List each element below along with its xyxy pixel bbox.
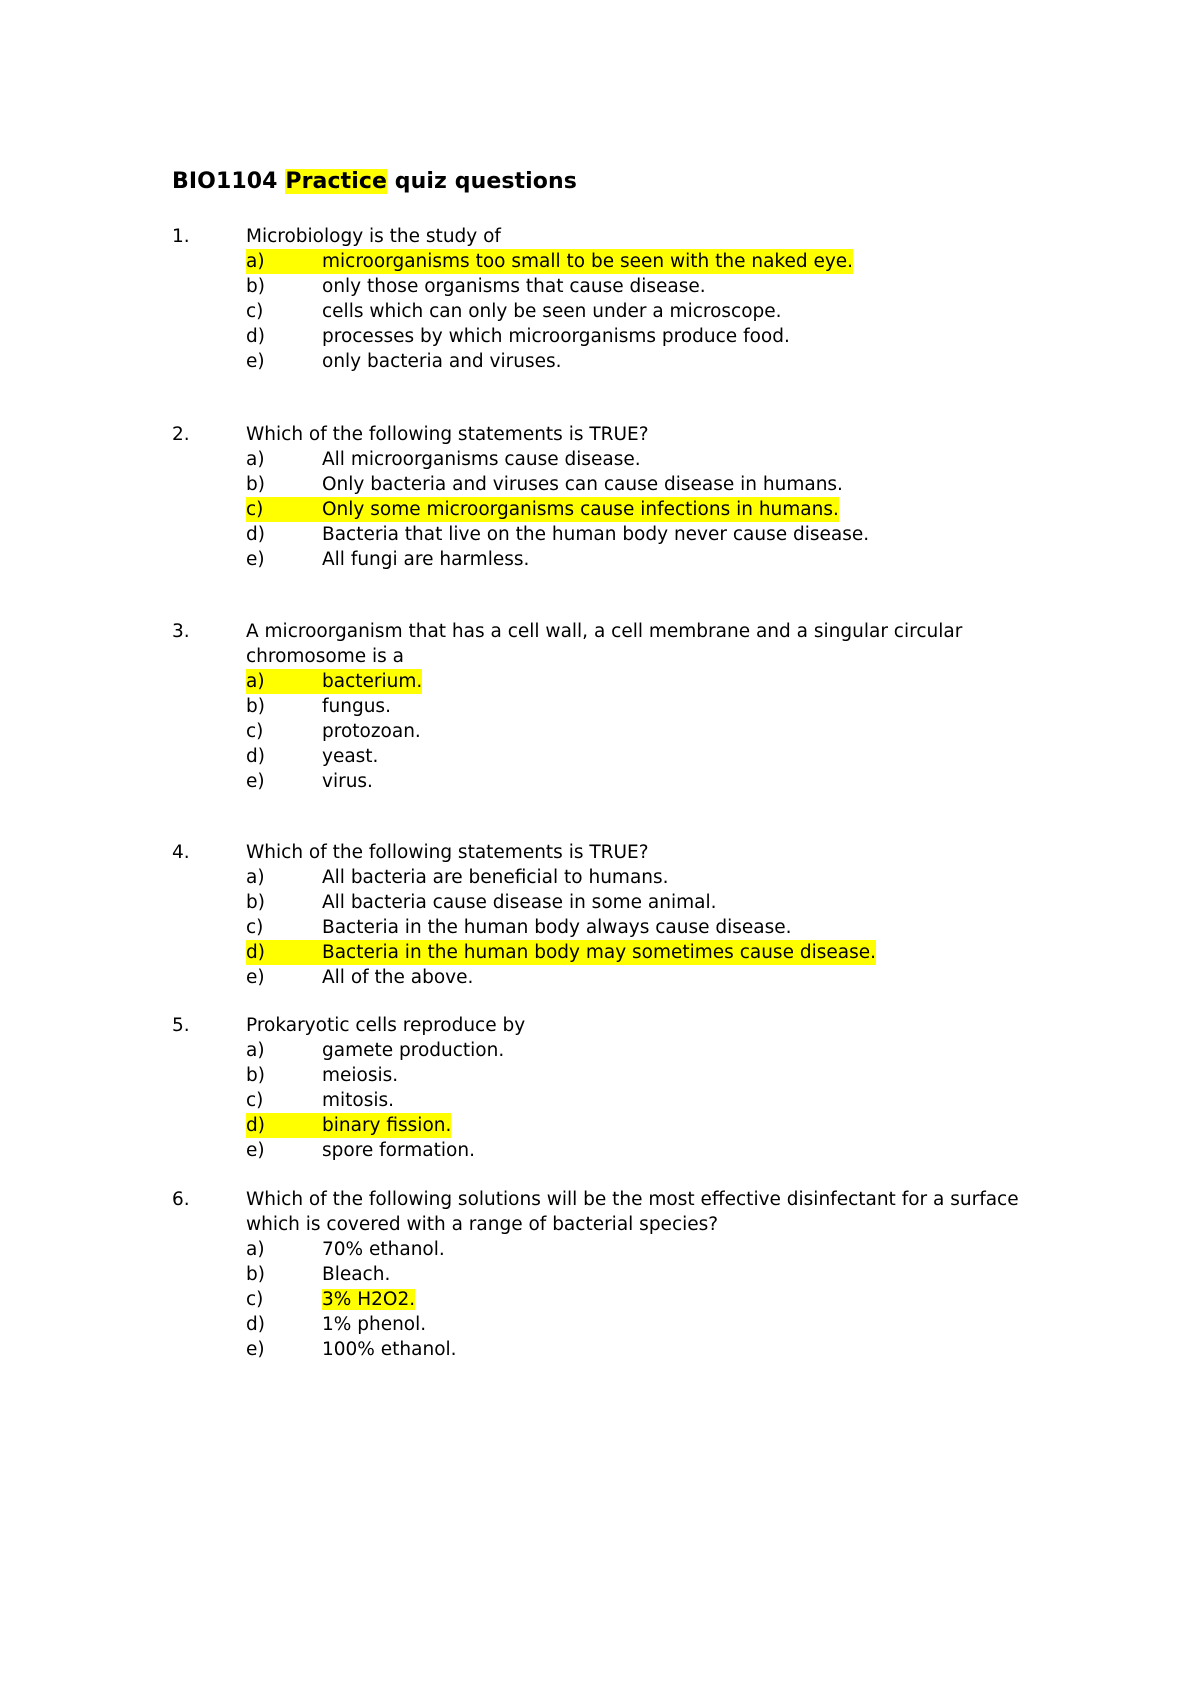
option-letter: e) <box>246 1140 265 1161</box>
option-letter: b) <box>246 696 265 717</box>
question-stem <box>172 1013 1072 1038</box>
highlighted-answer <box>246 497 839 522</box>
option-letter: d) <box>246 326 265 347</box>
answer-option-d <box>246 522 1072 547</box>
question-stem <box>172 840 1072 865</box>
option-letter: c) <box>246 917 264 938</box>
option-letter: a) <box>246 449 265 470</box>
option-letter: e) <box>246 1339 265 1360</box>
option-letter: b) <box>246 276 265 297</box>
option-letter: a) <box>246 251 265 272</box>
question-number: 5. <box>172 1015 190 1036</box>
answer-option-e <box>246 1138 1072 1163</box>
question-text: Microbiology is the study of <box>246 226 501 247</box>
title-prefix: BIO1104 <box>172 169 286 194</box>
highlighted-answer <box>246 940 876 965</box>
answer-option-b <box>246 472 1072 497</box>
answer-option-b <box>246 890 1072 915</box>
option-text: All of the above. <box>322 967 474 988</box>
question-text: Which of the following statements is TRUE? <box>246 842 649 863</box>
answer-option-a <box>246 447 1072 472</box>
option-text: All microorganisms cause disease. <box>322 449 641 470</box>
answer-option-b <box>246 274 1072 299</box>
answer-option-e <box>246 965 1072 990</box>
answer-option-e <box>246 349 1072 374</box>
title-suffix: quiz questions <box>387 169 577 194</box>
answer-option-e <box>246 1337 1072 1362</box>
option-text: All fungi are harmless. <box>322 549 530 570</box>
answer-option-a <box>246 1237 1072 1262</box>
question-4 <box>172 840 1072 990</box>
option-text: 100% ethanol. <box>322 1339 457 1360</box>
answer-option-a <box>246 865 1072 890</box>
question-1 <box>172 224 1072 374</box>
option-letter: a) <box>246 671 265 692</box>
option-text: Bacteria that live on the human body never cause disease. <box>322 524 870 545</box>
answer-option-b <box>246 1063 1072 1088</box>
option-text: 70% ethanol. <box>322 1239 445 1260</box>
question-number: 6. <box>172 1189 190 1210</box>
option-letter: e) <box>246 967 265 988</box>
option-text: cells which can only be seen under a microscope. <box>322 301 782 322</box>
option-text: Bacteria in the human body may sometimes cause disease. <box>322 942 876 963</box>
highlighted-answer <box>246 1113 451 1138</box>
option-letter: a) <box>246 1040 265 1061</box>
question-number: 3. <box>172 621 190 642</box>
option-letter: b) <box>246 1264 265 1285</box>
option-text: protozoan. <box>322 721 421 742</box>
option-text: microorganisms too small to be seen with the naked eye. <box>322 251 854 272</box>
question-3 <box>172 619 1072 794</box>
option-letter: c) <box>246 1289 264 1310</box>
option-letter: e) <box>246 771 265 792</box>
question-number: 1. <box>172 226 190 247</box>
answer-option-e <box>246 547 1072 572</box>
question-number: 4. <box>172 842 190 863</box>
option-letter: c) <box>246 499 264 520</box>
question-text: Prokaryotic cells reproduce by <box>246 1015 526 1036</box>
answer-option-a <box>246 1038 1072 1063</box>
option-letter: d) <box>246 1314 265 1335</box>
question-stem <box>172 224 1072 249</box>
answer-option-d <box>246 324 1072 349</box>
question-6 <box>172 1187 1072 1362</box>
question-text: Which of the following statements is TRUE? <box>246 424 649 445</box>
document-title <box>172 168 577 196</box>
answer-option-d <box>246 940 1072 965</box>
question-stem <box>172 619 1072 669</box>
title-highlight: Practice <box>285 169 388 194</box>
option-text: fungus. <box>322 696 391 717</box>
option-text: spore formation. <box>322 1140 475 1161</box>
option-text: All bacteria are beneficial to humans. <box>322 867 669 888</box>
option-text: 1% phenol. <box>322 1314 427 1335</box>
question-text: A microorganism that has a cell wall, a cell membrane and a singular circular chromosome is a <box>246 621 963 667</box>
option-letter: b) <box>246 892 265 913</box>
option-text: Only bacteria and viruses can cause disease in humans. <box>322 474 843 495</box>
answer-option-c <box>246 1287 1072 1312</box>
question-5 <box>172 1013 1072 1163</box>
option-letter: e) <box>246 351 265 372</box>
option-letter: a) <box>246 1239 265 1260</box>
question-text: Which of the following solutions will be the most effective disinfectant for a surface which is covered with a range of bacterial species? <box>246 1189 1019 1235</box>
option-text: virus. <box>322 771 373 792</box>
question-2 <box>172 422 1072 572</box>
question-stem <box>172 422 1072 447</box>
answer-option-d <box>246 1312 1072 1337</box>
option-text: processes by which microorganisms produce food. <box>322 326 790 347</box>
answer-option-c <box>246 497 1072 522</box>
option-text: only those organisms that cause disease. <box>322 276 706 297</box>
answer-option-c <box>246 299 1072 324</box>
option-text: meiosis. <box>322 1065 399 1086</box>
answer-option-b <box>246 694 1072 719</box>
option-letter: c) <box>246 1090 264 1111</box>
answer-option-a <box>246 249 1072 274</box>
answer-option-c <box>246 719 1072 744</box>
option-text: All bacteria cause disease in some animal. <box>322 892 717 913</box>
option-letter: d) <box>246 1115 265 1136</box>
answer-option-c <box>246 915 1072 940</box>
option-text: gamete production. <box>322 1040 505 1061</box>
option-text: binary fission. <box>322 1115 452 1136</box>
option-text: only bacteria and viruses. <box>322 351 562 372</box>
answer-option-a <box>246 669 1072 694</box>
option-text: yeast. <box>322 746 379 767</box>
option-letter: c) <box>246 301 264 322</box>
answer-option-c <box>246 1088 1072 1113</box>
highlighted-answer <box>246 669 422 694</box>
option-text: Only some microorganisms cause infections in humans. <box>322 499 839 520</box>
option-letter: d) <box>246 942 265 963</box>
option-text: mitosis. <box>322 1090 395 1111</box>
answer-option-b <box>246 1262 1072 1287</box>
question-number: 2. <box>172 424 190 445</box>
option-text: Bleach. <box>322 1264 391 1285</box>
answer-option-d <box>246 1113 1072 1138</box>
option-letter: b) <box>246 474 265 495</box>
option-letter: e) <box>246 549 265 570</box>
option-text: bacterium. <box>322 671 423 692</box>
highlighted-answer <box>246 249 853 274</box>
highlighted-answer: 3% H2O2. <box>322 1289 416 1310</box>
option-letter: d) <box>246 746 265 767</box>
answer-option-e <box>246 769 1072 794</box>
answer-option-d <box>246 744 1072 769</box>
option-text: Bacteria in the human body always cause disease. <box>322 917 792 938</box>
option-letter: b) <box>246 1065 265 1086</box>
option-letter: a) <box>246 867 265 888</box>
question-stem <box>172 1187 1072 1237</box>
option-letter: d) <box>246 524 265 545</box>
option-letter: c) <box>246 721 264 742</box>
